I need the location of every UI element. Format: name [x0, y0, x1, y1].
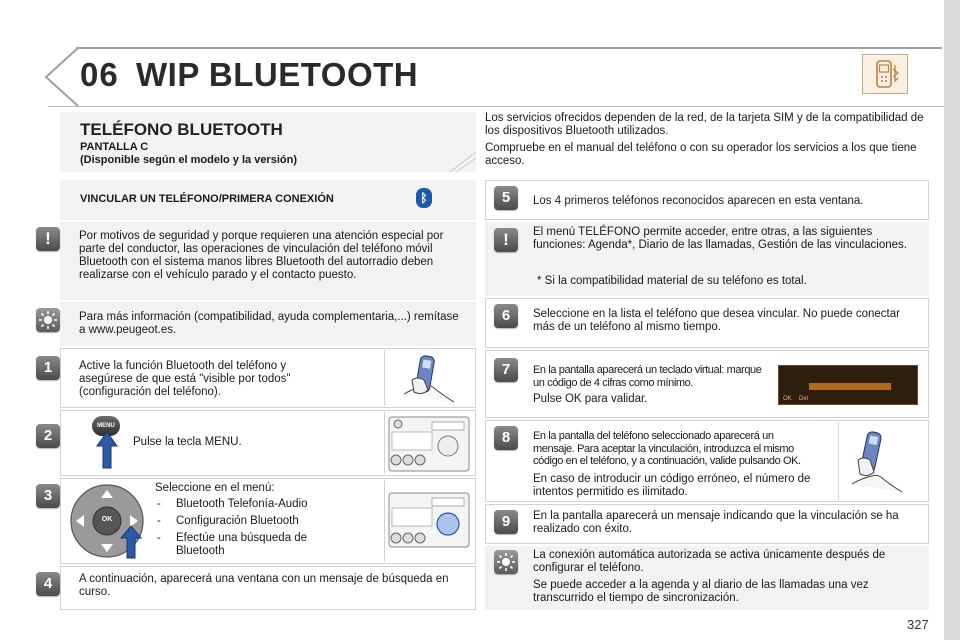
- phone-hand-image-2: [846, 426, 910, 496]
- step-5-text: Los 4 primeros teléfonos reconocidos aparecen en esta ventana.: [533, 195, 864, 207]
- step-3-divider: [384, 480, 385, 562]
- menu-key-icon: MENU: [92, 416, 120, 436]
- bullet-dash: -: [157, 498, 161, 510]
- intro-panel-corner: [448, 150, 478, 174]
- step-6-badge: 6: [494, 304, 518, 328]
- step-4-text: A continuación, aparecerá una ventana con un mensaje de búsqueda en curso.: [79, 573, 449, 598]
- ok-key-label: OK: [101, 516, 113, 523]
- step-8-text: En la pantalla del teléfono seleccionado aparecerá un mensaje. Para aceptar la vinculación, introduzca el mismo código en el teléfono, y a continuación, valide pulsando OK.: [533, 430, 801, 467]
- bullet-dash: -: [157, 515, 161, 527]
- phone-hand-image: [398, 350, 462, 406]
- intro-paragraph-2: Compruebe en el manual del teléfono o con su operador los servicios a los que tiene acceso.: [485, 142, 917, 167]
- virtual-keyboard-screen: [778, 365, 918, 405]
- menu-option-1: Bluetooth Telefonía-Audio: [176, 498, 308, 510]
- bluetooth-phone-icon: [862, 54, 908, 94]
- intro-paragraph-1: Los servicios ofrecidos dependen de la red, de la tarjeta SIM y de la compatibilidad de los dispositivos Bluetooth utilizados.: [485, 112, 924, 137]
- header-rule-bottom: [48, 106, 944, 107]
- step-1-divider: [384, 350, 385, 406]
- step-9-badge: 9: [494, 510, 518, 534]
- header-chevron: [40, 44, 82, 110]
- pairing-section-title: VINCULAR UN TELÉFONO/PRIMERA CONEXIÓN: [80, 193, 334, 205]
- sun-info-icon: [36, 308, 60, 332]
- step-7-badge: 7: [494, 358, 518, 382]
- availability-note: (Disponible según el modelo y la versión): [80, 154, 297, 166]
- warning-icon: !: [36, 227, 60, 251]
- keyboard-digit-row: [809, 383, 891, 390]
- step-8-divider: [838, 422, 839, 500]
- step-4-badge: 4: [36, 572, 60, 596]
- step-7-validate-text: Pulse OK para validar.: [533, 393, 648, 405]
- step-2-text: Pulse la tecla MENU.: [133, 436, 242, 448]
- header-rule-top: [76, 47, 942, 49]
- right-margin-strip: [944, 0, 960, 640]
- more-info-text: Para más información (compatibilidad, ayuda complementaria,...) remítase a www.peugeot.es.: [79, 311, 459, 336]
- phone-menu-text: El menú TELÉFONO permite acceder, entre otras, a las siguientes funciones: Agenda*, Diario de las llamadas, Gestión de las vinculaciones.: [533, 226, 907, 251]
- arrow-up-icon: [96, 430, 118, 470]
- step-1-text: Active la función Bluetooth del teléfono y asegúrese de que está "visible por todos" (configuración del teléfono).: [79, 360, 291, 398]
- chapter-title: WIP BLUETOOTH: [136, 56, 419, 93]
- page-number: 327: [907, 617, 929, 632]
- screen-del-label: Del: [799, 396, 809, 402]
- step-6-text: Seleccione en la lista el teléfono que desea vincular. No puede conectar más de un teléfono al mismo tiempo.: [533, 308, 900, 333]
- arrow-up-icon-2: [120, 524, 142, 560]
- menu-option-3: Efectúe una búsqueda de Bluetooth: [176, 532, 308, 557]
- menu-option-2: Configuración Bluetooth: [176, 515, 299, 527]
- step-9-text: En la pantalla aparecerá un mensaje indicando que la vinculación se ha realizado con éxito.: [533, 510, 899, 535]
- intro-right-text: [485, 112, 925, 172]
- auto-connect-text: La conexión automática autorizada se activa únicamente después de configurar el teléfono.: [533, 549, 886, 574]
- step-2-divider: [384, 412, 385, 474]
- radio-unit-image: [388, 416, 470, 472]
- compatibility-note: * Si la compatibilidad material de su teléfono es total.: [537, 275, 807, 287]
- step-3-intro: Seleccione en el menú:: [155, 482, 275, 494]
- sync-text: Se puede acceder a la agenda y al diario de las llamadas una vez transcurrido el tiempo de sincronización.: [533, 579, 869, 604]
- sun-info-icon-right: [494, 550, 518, 574]
- chapter-number: 06: [80, 56, 119, 93]
- step-2-badge: 2: [36, 424, 60, 448]
- bluetooth-icon: ᛒ: [416, 188, 432, 208]
- step-8-retry-text: En caso de introducir un código erróneo, el número de intentos permitido es ilimitado.: [533, 473, 811, 498]
- step-7-text: En la pantalla aparecerá un teclado virtual: marque un código de 4 cifras como mínimo.: [533, 364, 762, 389]
- step-1-badge: 1: [36, 356, 60, 380]
- step-8-badge: 8: [494, 426, 518, 450]
- step-5-badge: 5: [494, 186, 518, 210]
- step-3-badge: 3: [36, 484, 60, 508]
- screen-ok-label: OK: [783, 396, 792, 402]
- warning-icon-right: !: [494, 228, 518, 252]
- section-title: TELÉFONO BLUETOOTH: [80, 120, 283, 139]
- screen-label: PANTALLA C: [80, 141, 149, 153]
- bullet-dash: -: [157, 532, 161, 544]
- safety-warning-text: Por motivos de seguridad y porque requieren una atención especial por parte del conductor, las operaciones de vinculación del teléfono móvil Bluetooth con el sistema manos libres Bluetooth del autorradio deben realizarse con el vehículo parado y el contacto puesto.: [79, 230, 444, 281]
- radio-unit-image-2: [388, 492, 470, 548]
